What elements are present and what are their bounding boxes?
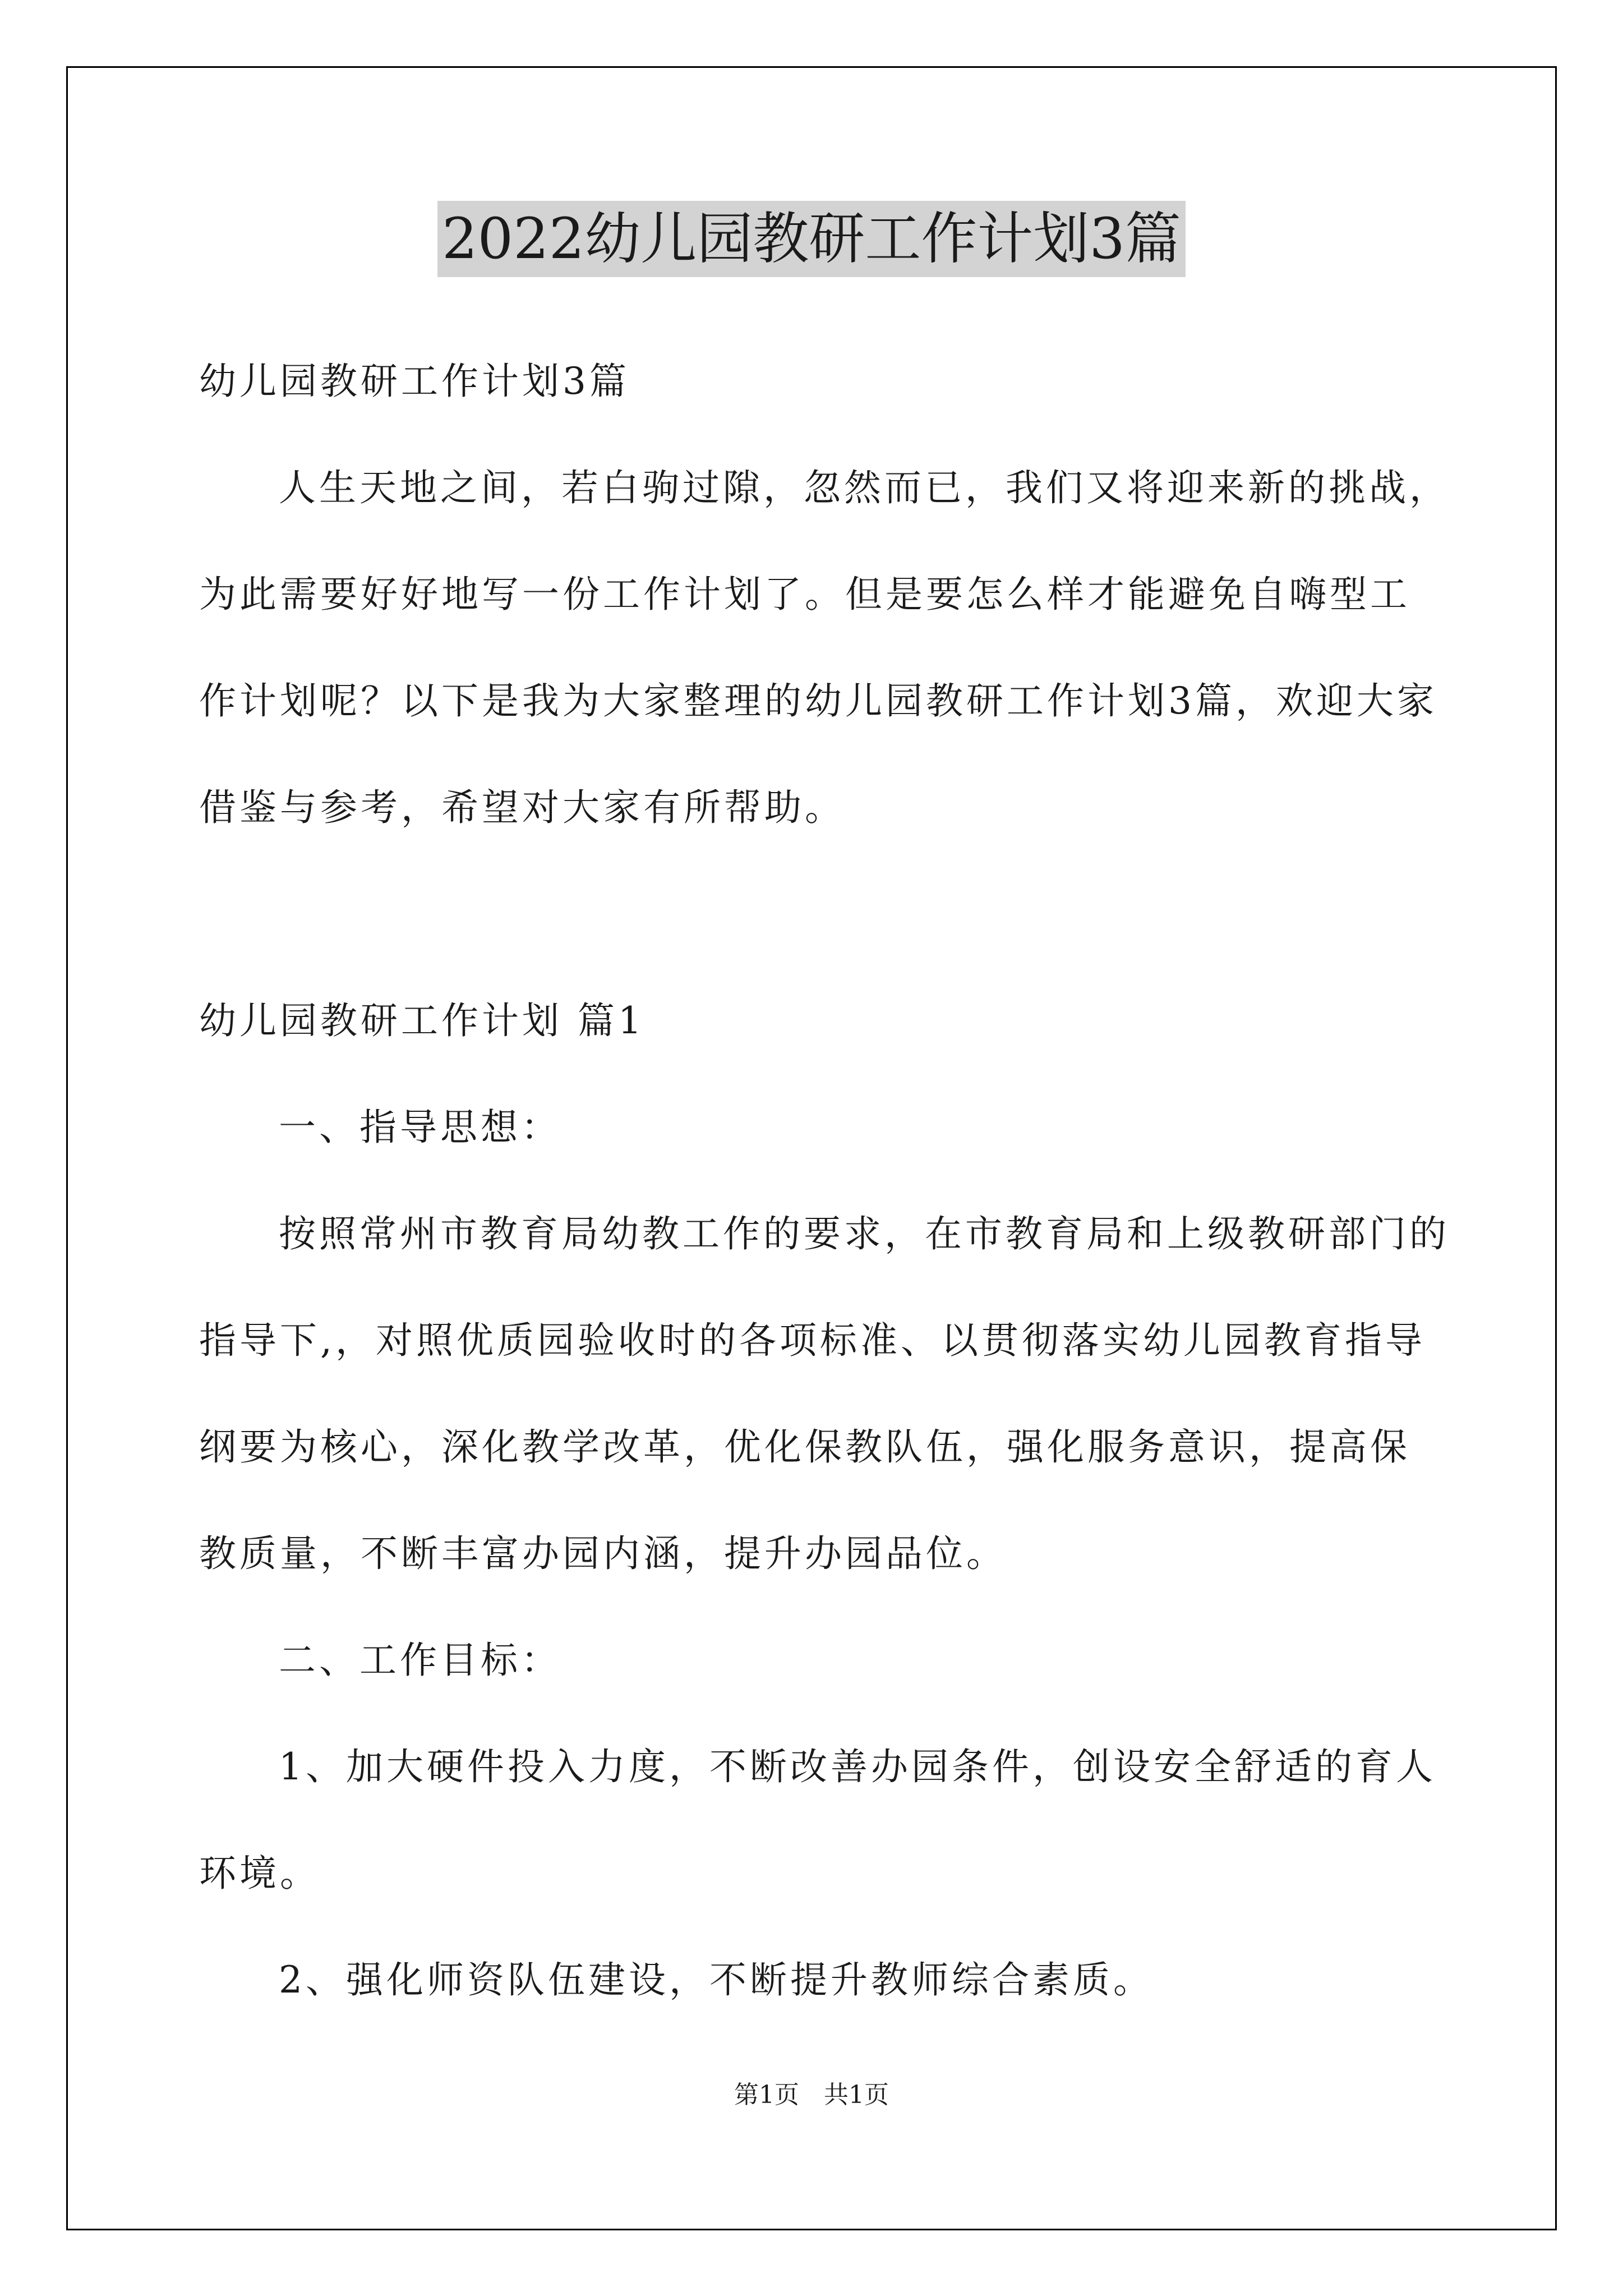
subtitle-paragraph: 幼儿园教研工作计划3篇 xyxy=(199,360,630,403)
document-title-text: 2022幼儿园教研工作计划3篇 xyxy=(437,201,1186,277)
goal-item-2: 2、强化师资队伍建设，不断提升教师综合素质。 xyxy=(279,1958,1154,2001)
heading-work-goals: 二、工作目标： xyxy=(279,1639,561,1682)
page-footer: 第1页 共1页 xyxy=(734,2081,889,2109)
heading-guiding-principle: 一、指导思想： xyxy=(279,1106,561,1149)
document-title xyxy=(0,201,1623,277)
section-heading: 幼儿园教研工作计划 篇1 xyxy=(199,999,645,1042)
guiding-principle-paragraph: 按照常州市教育局幼教工作的要求，在市教育局和上级教研部门的指导下,，对照优质园验收时的各项标准、以贯彻落实幼儿园教育指导纲要为核心，深化教学改革，优化保教队伍，强化服务意识，提高保教质量，不断丰富办园内涵，提升办园品位。 xyxy=(199,1212,1450,1575)
intro-paragraph: 人生天地之间，若白驹过隙，忽然而已，我们又将迎来新的挑战，为此需要好好地写一份工作计划了。但是要怎么样才能避免自嗨型工作计划呢？以下是我为大家整理的幼儿园教研工作计划3篇，欢迎大家借鉴与参考，希望对大家有所帮助。 xyxy=(199,466,1450,829)
goal-item-1: 1、加大硬件投入力度，不断改善办园条件，创设安全舒适的育人环境。 xyxy=(199,1745,1436,1895)
